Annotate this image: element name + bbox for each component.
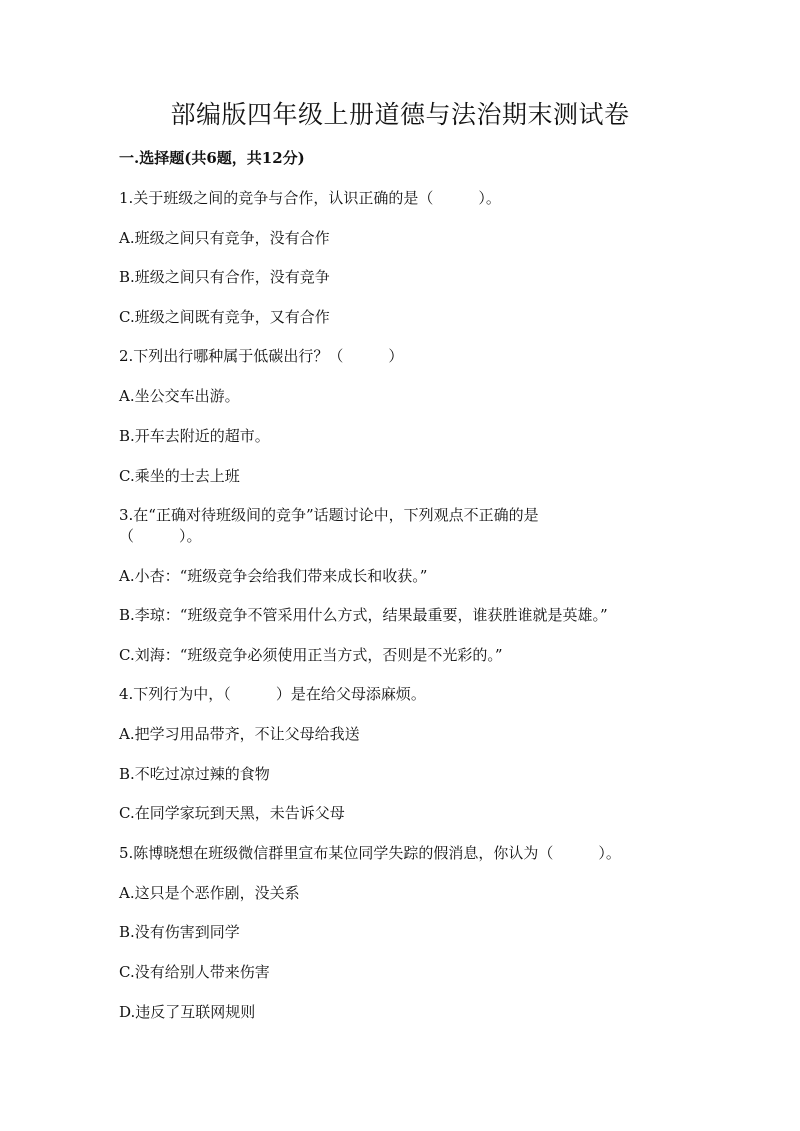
question-5-option-b: B.没有伤害到同学	[119, 923, 240, 941]
question-1-option-a: A.班级之间只有竞争，没有合作	[119, 229, 330, 247]
question-3-stem: 3.在“正确对待班级间的竞争”话题讨论中，下列观点不正确的是	[119, 506, 539, 524]
question-2-stem: 2.下列出行哪种属于低碳出行？（ ）	[119, 347, 404, 365]
question-5-stem: 5.陈博晓想在班级微信群里宣布某位同学失踪的假消息，你认为（ ）。	[119, 844, 621, 862]
question-3-option-a: A.小杏：“班级竞争会给我们带来成长和收获。”	[119, 567, 428, 585]
question-4-option-a: A.把学习用品带齐，不让父母给我送	[119, 725, 360, 743]
question-1-stem: 1.关于班级之间的竞争与合作，认识正确的是（ ）。	[119, 189, 501, 207]
question-4-option-c: C.在同学家玩到天黑，未告诉父母	[119, 804, 345, 822]
question-4-option-b: B.不吃过凉过辣的食物	[119, 765, 270, 783]
question-2-option-b: B.开车去附近的超市。	[119, 427, 270, 445]
question-5-option-c: C.没有给别人带来伤害	[119, 963, 270, 981]
question-1-option-b: B.班级之间只有合作，没有竞争	[119, 268, 330, 286]
section-heading: 一.选择题(共6题，共12分)	[119, 149, 305, 167]
page-title: 部编版四年级上册道德与法治期末测试卷	[170, 100, 630, 129]
question-2-option-c: C.乘坐的士去上班	[119, 467, 240, 485]
question-3-stem-continued: （ ）。	[119, 527, 202, 545]
question-5-option-d: D.违反了互联网规则	[119, 1003, 256, 1021]
question-3-option-b: B.李琼：“班级竞争不管采用什么方式，结果最重要，谁获胜谁就是英雄。”	[119, 606, 608, 624]
question-2-option-a: A.坐公交车出游。	[119, 387, 240, 405]
question-5-option-a: A.这只是个恶作剧，没关系	[119, 884, 300, 902]
question-4-stem: 4.下列行为中，（ ）是在给父母添麻烦。	[119, 685, 426, 703]
question-3-option-c: C.刘海：“班级竞争必须使用正当方式，否则是不光彩的。”	[119, 646, 503, 664]
question-1-option-c: C.班级之间既有竞争，又有合作	[119, 308, 330, 326]
